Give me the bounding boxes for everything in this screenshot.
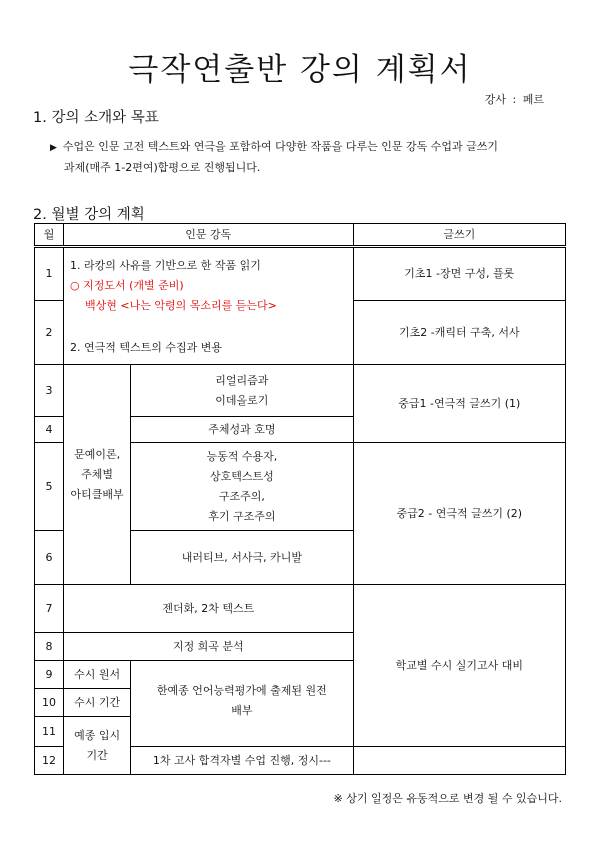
month-cell: 6	[35, 531, 64, 585]
section-heading-plan: 2. 월별 강의 계획	[33, 207, 145, 223]
schedule-label-cell	[64, 717, 131, 775]
month-cell: 9	[35, 661, 64, 689]
schedule-label-line: 기간	[86, 748, 108, 762]
intro-paragraph	[50, 137, 580, 178]
table-row	[35, 585, 566, 633]
topic-line: 한예종 언어능력평가에 출제된 원전	[156, 684, 327, 697]
month-cell: 5	[35, 443, 64, 531]
designated-book-label: ○ 지정도서 (개별 준비)	[70, 279, 184, 292]
month-cell: 2	[35, 301, 64, 365]
month-cell: 4	[35, 417, 64, 443]
humanities-cell: 내러티브, 서사극, 카니발	[131, 531, 353, 585]
humanities-cell	[131, 443, 353, 531]
topic-line: 배부	[231, 704, 253, 717]
schedule-label-cell: 수시 원서	[64, 661, 131, 689]
header-humanities: 인문 강독	[64, 224, 354, 247]
humanities-cell-9-11	[131, 661, 353, 747]
humanities-cell: 지정 희곡 분석	[64, 633, 354, 661]
table-header-row	[35, 224, 566, 247]
month-cell: 12	[35, 747, 64, 775]
reading-item-2: 2. 연극적 텍스트의 수집과 변용	[70, 341, 223, 354]
writing-cell: 기초2 -캐릭터 구축, 서사	[353, 301, 565, 365]
writing-cell: 기초1 -장면 구성, 플롯	[353, 247, 565, 301]
group-label-line: 주체별	[81, 467, 114, 481]
header-month: 월	[35, 224, 64, 247]
footnote: ※ 상기 일정은 유동적으로 변경 될 수 있습니다.	[333, 792, 562, 805]
section-heading-intro: 1. 강의 소개와 목표	[33, 110, 159, 126]
humanities-cell: 1차 고사 합격자별 수업 진행, 정시---	[131, 747, 353, 775]
writing-cell: 중급2 - 연극적 글쓰기 (2)	[353, 443, 565, 585]
table-row	[35, 247, 566, 301]
writing-cell: 학교별 수시 실기고사 대비	[353, 585, 565, 747]
humanities-cell-1-2	[64, 247, 354, 365]
topic-line: 리얼리즘과	[215, 373, 269, 387]
topic-line: 능동적 수용자,	[206, 449, 278, 463]
instructor-label: 강사 : 페르	[484, 93, 544, 106]
humanities-cell	[131, 365, 353, 417]
reading-item-1: 1. 라캉의 사유를 기반으로 한 작품 읽기	[70, 259, 261, 272]
intro-line-2: 과제(매주 1-2편여)합평으로 진행됩니다.	[64, 161, 261, 174]
group-label-line: 아티클배부	[70, 487, 124, 501]
monthly-plan-table	[34, 223, 566, 775]
month-cell: 10	[35, 689, 64, 717]
schedule-label-line: 예종 입시	[74, 728, 121, 742]
group-label-cell	[64, 365, 131, 585]
table-row	[35, 365, 566, 417]
month-cell: 1	[35, 247, 64, 301]
humanities-cell: 주체성과 호명	[131, 417, 353, 443]
writing-cell	[353, 747, 565, 775]
schedule-label-cell: 수시 기간	[64, 689, 131, 717]
page-title: 극작연출반 강의 계획서	[128, 52, 472, 88]
humanities-cell: 젠더화, 2차 텍스트	[64, 585, 354, 633]
right-triangle-icon: ▶	[50, 143, 57, 153]
month-cell: 7	[35, 585, 64, 633]
designated-book-title: 백상현 <나는 악령의 목소리를 듣는다>	[85, 299, 277, 312]
topic-line: 상호텍스트성	[209, 469, 274, 483]
topic-line: 구조주의,	[218, 489, 265, 503]
month-cell: 11	[35, 717, 64, 747]
month-cell: 8	[35, 633, 64, 661]
intro-line-1: 수업은 인문 고전 텍스트와 연극을 포함하여 다양한 작품을 다루는 인문 강독 수업과 글쓰기	[62, 140, 499, 153]
writing-cell: 중급1 -연극적 글쓰기 (1)	[353, 365, 565, 443]
header-writing: 글쓰기	[353, 224, 565, 247]
month-cell: 3	[35, 365, 64, 417]
group-label-line: 문예이론,	[74, 447, 121, 461]
topic-line: 이데올로기	[215, 393, 269, 407]
topic-line: 후기 구조주의	[208, 509, 276, 523]
